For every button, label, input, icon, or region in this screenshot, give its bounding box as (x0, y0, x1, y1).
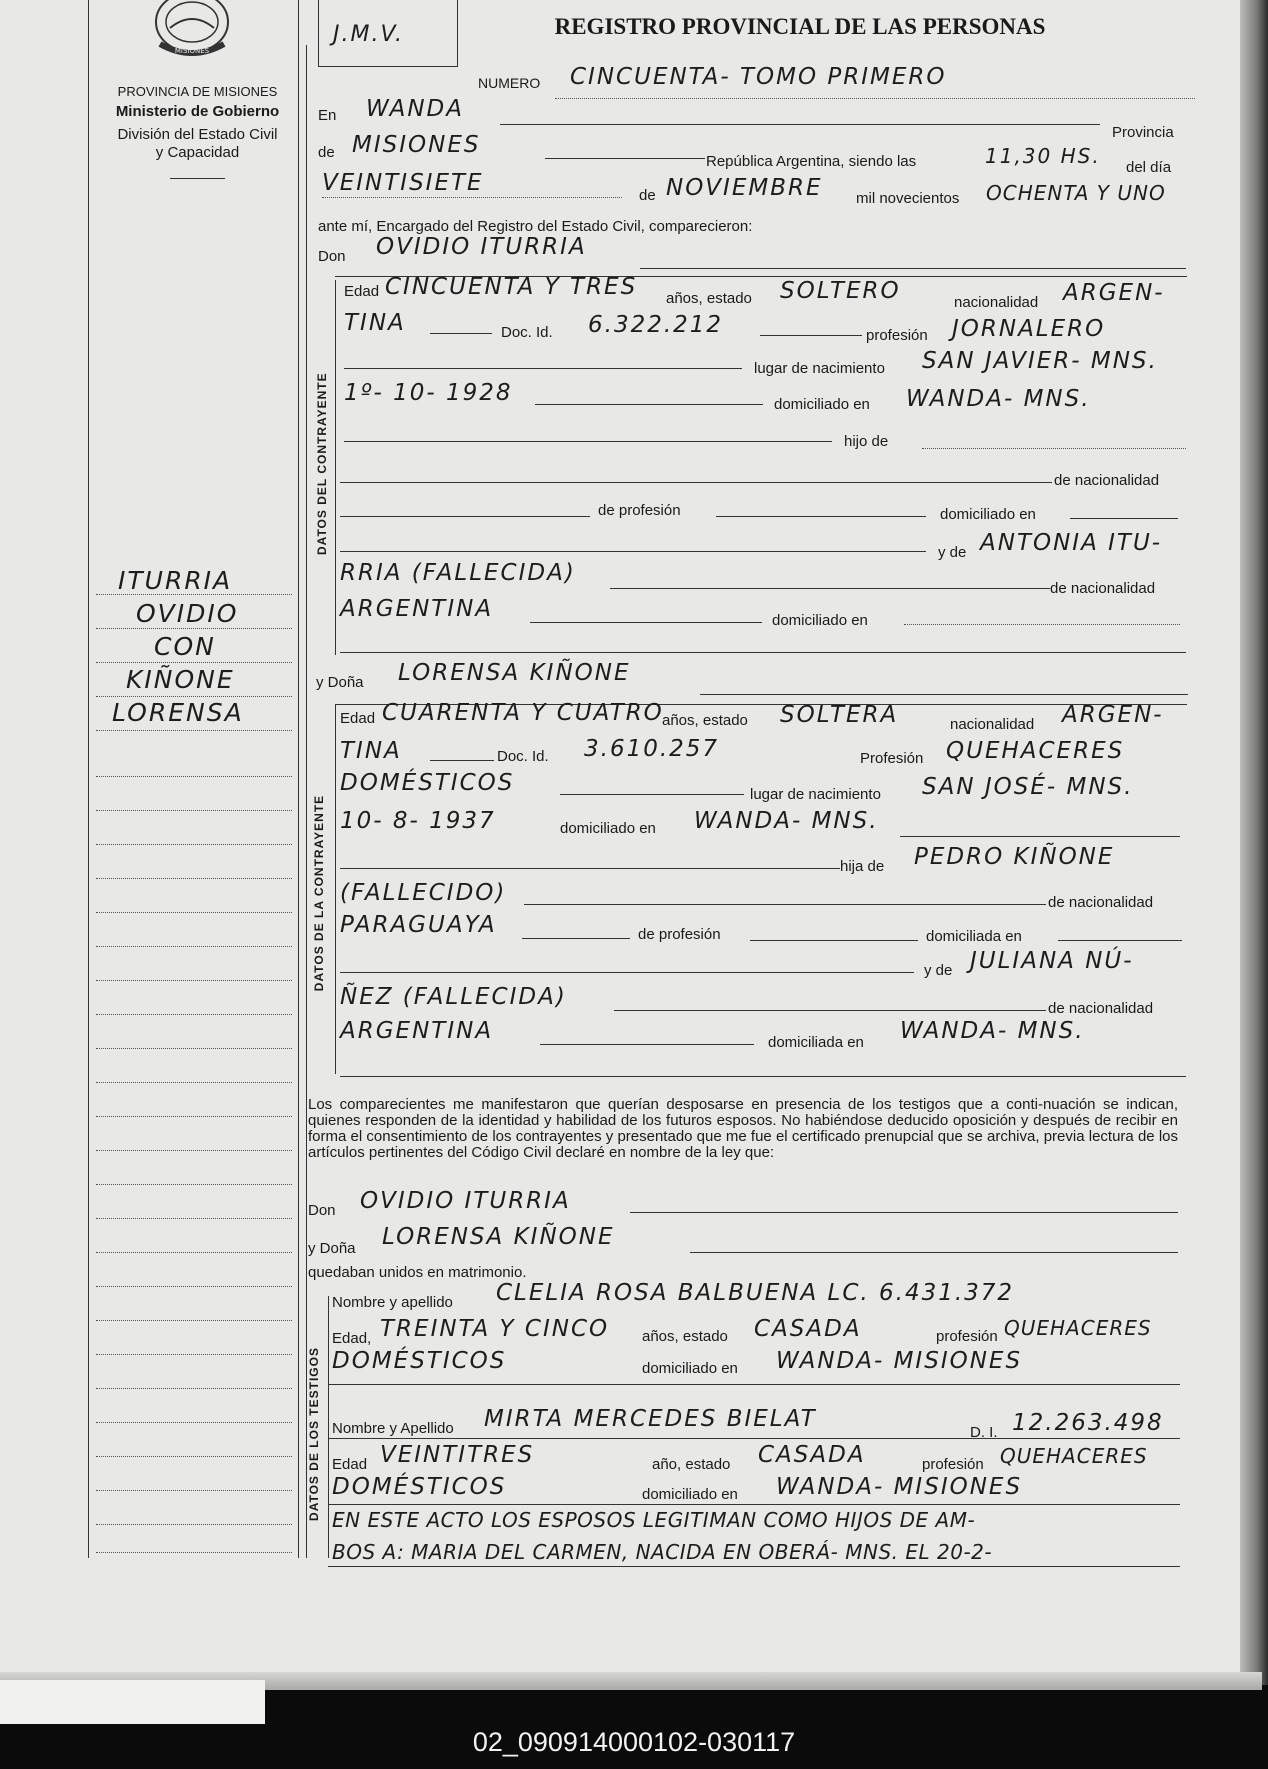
anio-value: OCHENTA Y UNO (986, 181, 1166, 205)
doc-label: Doc. Id. (497, 748, 549, 765)
madre-value-cont: ÑEZ (FALLECIDA) (340, 984, 567, 1010)
profesion-label: profesión (866, 327, 928, 344)
margin-rule-line (96, 730, 292, 731)
testigo-1-anios-label: años, estado (642, 1328, 728, 1345)
domicilio-label: domiciliado en (560, 820, 656, 837)
padre-nacionalidad-label: de nacionalidad (1048, 894, 1154, 911)
padre-value-cont: (FALLECIDO) (340, 880, 507, 906)
margin-rule-line (96, 1218, 292, 1219)
side-label-contrayente: DATOS DE LA CONTRAYENTE (312, 794, 326, 992)
testigo-2-nombre-label: Nombre y Apellido (332, 1420, 454, 1437)
doc-label: Doc. Id. (501, 324, 553, 341)
declaration-paragraph: Los comparecientes me manifestaron que querían desposarse en presencia de los testigos que a conti-nuación se indican, quienes responden de la identidad y habilidad de los futuros esposos. No habiéndose deducido oposición y después de recibir en forma el consentimiento de los contrayentes y presentado que me fue el certificado prenupcial que se archiva, previa lectura de los artículos pertinentes del Código Civil declaré en nombre de la ley que: (308, 1096, 1178, 1161)
edad-label: Edad (344, 283, 380, 300)
edad-label: Edad (340, 710, 376, 727)
nacionalidad-value: ARGEN- (1063, 280, 1165, 306)
don-label: Don (308, 1202, 336, 1219)
dona-value: LORENSA KIÑONE (382, 1224, 615, 1250)
numero-value: CINCUENTA- TOMO PRIMERO (570, 64, 947, 90)
left-margin-rule (88, 0, 89, 1558)
svg-text:MISIONES: MISIONES (174, 47, 210, 55)
testigo-1-profesion-value-cont: DOMÉSTICOS (332, 1348, 507, 1374)
closing-text: quedaban unidos en matrimonio. (308, 1264, 527, 1281)
hora-value: 11,30 HS. (985, 144, 1101, 168)
margin-rule-line (96, 1150, 292, 1151)
margin-rule-line (96, 1252, 292, 1253)
nacionalidad-value-cont: TINA (340, 738, 402, 764)
domiciliado-en-label: domiciliado en (940, 506, 1036, 523)
testigo-1-profesion-label: profesión (936, 1328, 998, 1345)
margin-rule-line (96, 946, 292, 947)
de-profesion-label: de profesión (598, 502, 681, 519)
domicilio-value: WANDA- MNS. (906, 386, 1091, 412)
fecha-nacimiento-value: 1º- 10- 1928 (344, 380, 513, 406)
scan-code: 02_090914000102-030117 (472, 1727, 796, 1757)
margin-rule-line (96, 1388, 292, 1389)
left-heading-ministry: Ministerio de Gobierno (115, 103, 280, 120)
madre-value-cont: RRIA (FALLECIDA) (340, 560, 576, 586)
margin-rule-line (96, 844, 292, 845)
margin-rule-line (96, 1354, 292, 1355)
mil-label: mil novecientos (856, 190, 960, 207)
domiciliada-en-label: domiciliada en (926, 928, 1022, 945)
fecha-nacimiento-value: 10- 8- 1937 (340, 808, 496, 834)
edad-value: CINCUENTA Y TRES (385, 274, 638, 300)
margin-note-line: LORENSA (112, 698, 244, 727)
margin-rule-line (96, 912, 292, 913)
testigo-2-profesion-value-cont: DOMÉSTICOS (332, 1474, 507, 1500)
lugar-value: SAN JAVIER- MNS. (922, 348, 1158, 374)
testigo-1-estado-value: CASADA (754, 1316, 862, 1342)
margin-rule-line (96, 1524, 292, 1525)
de-mes-label: de (639, 187, 656, 204)
margin-rule-line (96, 1320, 292, 1321)
testigo-2-nombre-value: MIRTA MERCEDES BIELAT (484, 1406, 817, 1432)
testigo-1-edad-value: TREINTA Y CINCO (380, 1316, 610, 1342)
mes-value: NOVIEMBRE (666, 175, 823, 201)
profesion-value: JORNALERO (952, 316, 1106, 342)
margin-rule-line (96, 1552, 292, 1553)
left-heading-division: División del Estado Civil (117, 126, 278, 143)
de-label: de (318, 144, 335, 161)
testigo-1-edad-label: Edad, (332, 1330, 372, 1347)
madre-domicilio-label: domiciliado en (772, 612, 868, 629)
book-edge (1240, 0, 1268, 1685)
numero-label: NUMERO (478, 75, 541, 91)
madre-nacionalidad-value: ARGENTINA (340, 1018, 494, 1044)
lugar-label: lugar de nacimiento (754, 360, 885, 377)
testigo-1-profesion-value: QUEHACERES (1004, 1316, 1152, 1340)
y-de-label: y de (938, 544, 967, 561)
dona-label: y Doña (308, 1240, 356, 1257)
margin-rule-line (96, 1014, 292, 1015)
nacionalidad-label: nacionalidad (950, 716, 1035, 733)
side-label-testigos: DATOS DE LOS TESTIGOS (307, 1347, 321, 1521)
margin-rule-line (96, 776, 292, 777)
nacionalidad-value: ARGEN- (1062, 702, 1164, 728)
column-rule (298, 0, 299, 1558)
estado-value: SOLTERA (780, 702, 899, 728)
testigo-2-edad-label: Edad (332, 1456, 368, 1473)
dia-value: VEINTISIETE (322, 170, 484, 196)
testigo-1-domicilio-value: WANDA- MISIONES (776, 1348, 1023, 1374)
anios-label: años, estado (662, 712, 748, 729)
margin-rule-line (96, 1082, 292, 1083)
domicilio-label: domiciliado en (774, 396, 870, 413)
domicilio-value: WANDA- MNS. (694, 808, 879, 834)
initials-box (318, 0, 458, 67)
estado-value: SOLTERO (780, 278, 901, 304)
madre-nacionalidad-label: de nacionalidad (1050, 580, 1156, 597)
edad-value: CUARENTA Y CUATRO (382, 700, 664, 726)
localidad-value: WANDA (366, 96, 464, 122)
margin-rule-line (96, 810, 292, 811)
doc-value: 3.610.257 (584, 736, 720, 762)
en-label: En (318, 107, 337, 124)
padre-value: PEDRO KIÑONE (914, 844, 1115, 870)
legitimation-note: EN ESTE ACTO LOS ESPOSOS LEGITIMAN COMO HIJOS DE AM- (332, 1508, 976, 1532)
provincial-seal-icon (152, 0, 232, 62)
lugar-label: lugar de nacimiento (750, 786, 881, 803)
padre-nacionalidad-value: PARAGUAYA (340, 912, 497, 938)
legitimation-note-cont: BOS A: MARIA DEL CARMEN, NACIDA EN OBERÁ- MNS. EL 20-2- (332, 1540, 993, 1564)
y-dona-label: y Doña (316, 674, 364, 691)
lugar-value: SAN JOSÉ- MNS. (922, 774, 1134, 800)
de-profesion-label: de profesión (638, 926, 721, 943)
testigo-2-profesion-value: QUEHACERES (1000, 1444, 1148, 1468)
margin-rule-line (96, 980, 292, 981)
left-heading-province: PROVINCIA DE MISIONES (117, 84, 278, 99)
side-label-contrayente: DATOS DEL CONTRAYENTE (315, 372, 329, 555)
testigo-2-estado-value: CASADA (758, 1442, 866, 1468)
margin-rule-line (96, 1490, 292, 1491)
margin-rule-line (96, 878, 292, 879)
provincia-label: Provincia (1112, 124, 1174, 141)
don-label: Don (318, 248, 346, 265)
margin-note-line: OVIDIO (136, 599, 239, 628)
anios-label: años, estado (666, 290, 752, 307)
testigo-1-nombre-value: CLELIA ROSA BALBUENA LC. 6.431.372 (496, 1280, 1015, 1306)
margin-note (100, 566, 290, 727)
testigo-2-domicilio-label: domiciliado en (642, 1486, 738, 1503)
y-de-label: y de (924, 962, 953, 979)
profesion-value: QUEHACERES (946, 738, 1125, 764)
margin-rule-line (96, 1422, 292, 1423)
page-title: REGISTRO PROVINCIAL DE LAS PERSONAS (554, 14, 1046, 39)
testigo-2-domicilio-value: WANDA- MISIONES (776, 1474, 1023, 1500)
margin-note-line: CON (154, 632, 216, 661)
don-value: OVIDIO ITURRIA (360, 1188, 571, 1214)
provincia-value: MISIONES (352, 132, 481, 158)
column-rule-inner (306, 45, 307, 1558)
doc-value: 6.322.212 (588, 312, 724, 338)
nacionalidad-padre-label: de nacionalidad (1054, 472, 1160, 489)
testigo-2-anios-label: año, estado (652, 1456, 731, 1473)
profesion-label: Profesión (860, 750, 924, 767)
nacionalidad-value-cont: TINA (344, 310, 406, 336)
testigo-2-profesion-label: profesión (922, 1456, 984, 1473)
republica-label: República Argentina, siendo las (706, 153, 917, 170)
testigo-1-nombre-label: Nombre y apellido (332, 1294, 453, 1311)
don-value: OVIDIO ITURRIA (376, 234, 587, 260)
profesion-value-cont: DOMÉSTICOS (340, 770, 515, 796)
testigo-2-edad-value: VEINTITRES (380, 1442, 535, 1468)
testigo-2-doc-label: D. I. (970, 1424, 998, 1441)
margin-rule-line (96, 1286, 292, 1287)
margin-rule-line (96, 1116, 292, 1117)
initials: J.M.V. (333, 22, 404, 47)
hija-de-label: hija de (840, 858, 885, 875)
margin-note-line: ITURRIA (118, 566, 233, 595)
madre-value: JULIANA NÚ- (970, 948, 1134, 974)
scan-border (0, 1680, 265, 1724)
margin-rule-line (96, 1184, 292, 1185)
ante-text: ante mí, Encargado del Registro del Estado Civil, comparecieron: (318, 218, 753, 235)
margin-rule-line (96, 1048, 292, 1049)
madre-nacionalidad-value: ARGENTINA (340, 596, 494, 622)
divider (170, 178, 225, 179)
madre-domicilio-label: domiciliada en (768, 1034, 864, 1051)
madre-value: ANTONIA ITU- (980, 530, 1163, 556)
madre-domicilio-value: WANDA- MNS. (900, 1018, 1085, 1044)
testigo-2-doc-value: 12.263.498 (1012, 1410, 1164, 1436)
margin-rule-line (96, 1456, 292, 1457)
madre-nacionalidad-label: de nacionalidad (1048, 1000, 1154, 1017)
left-heading-capacity: y Capacidad (155, 144, 240, 161)
testigo-1-domicilio-label: domiciliado en (642, 1360, 738, 1377)
dona-value: LORENSA KIÑONE (398, 660, 631, 686)
nacionalidad-label: nacionalidad (954, 294, 1039, 311)
margin-note-line: KIÑONE (126, 665, 235, 694)
hijo-de-label: hijo de (844, 433, 889, 450)
del-dia-label: del día (1126, 159, 1172, 176)
